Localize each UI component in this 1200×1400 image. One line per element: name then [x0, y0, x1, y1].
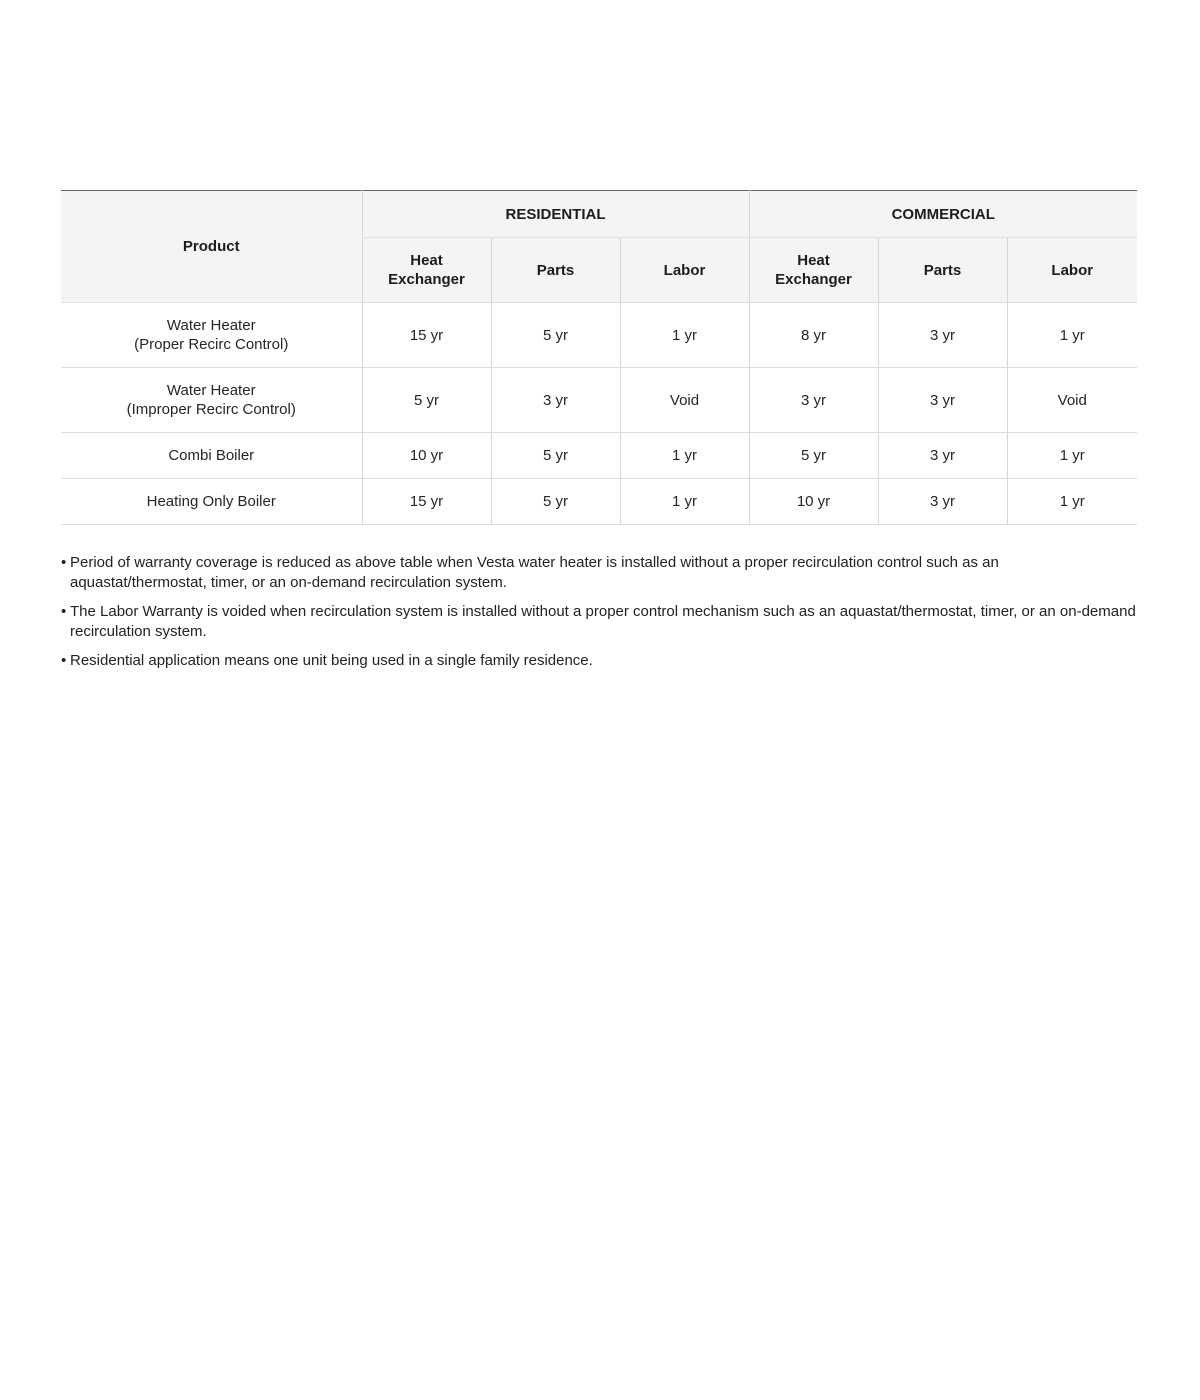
table-row: [61, 368, 1137, 433]
value-cell: 3 yr: [878, 368, 1007, 433]
product-cell: Water Heater (Improper Recirc Control): [61, 368, 362, 433]
warranty-section: [61, 190, 1137, 680]
value-cell: 1 yr: [1007, 479, 1137, 525]
value-cell: Void: [1007, 368, 1137, 433]
bullet-icon: •: [61, 603, 67, 620]
commercial-heat-exchanger-header: Heat Exchanger: [749, 238, 878, 303]
note-text: Period of warranty coverage is reduced as above table when Vesta water heater is installed without a proper recirculation control such as an aquastat/thermostat, timer, or an on-demand recirculation system.: [70, 554, 999, 591]
product-cell: Combi Boiler: [61, 433, 362, 479]
commercial-labor-header: Labor: [1007, 238, 1137, 303]
warranty-notes: [61, 553, 1137, 671]
value-cell: 3 yr: [878, 433, 1007, 479]
value-cell: 5 yr: [749, 433, 878, 479]
bullet-icon: •: [61, 554, 67, 571]
value-cell: 1 yr: [1007, 433, 1137, 479]
residential-labor-header: Labor: [620, 238, 749, 303]
product-column-header: Product: [61, 191, 362, 303]
value-cell: 10 yr: [749, 479, 878, 525]
residential-parts-header: Parts: [491, 238, 620, 303]
value-cell: 10 yr: [362, 433, 491, 479]
table-row: [61, 303, 1137, 368]
product-cell: Water Heater (Proper Recirc Control): [61, 303, 362, 368]
note-item: [61, 651, 1137, 671]
value-cell: 3 yr: [878, 479, 1007, 525]
table-row: [61, 479, 1137, 525]
value-cell: 1 yr: [620, 479, 749, 525]
note-item: [61, 553, 1137, 593]
residential-heat-exchanger-header: Heat Exchanger: [362, 238, 491, 303]
value-cell: 1 yr: [620, 433, 749, 479]
commercial-group-header: COMMERCIAL: [749, 191, 1137, 238]
value-cell: 15 yr: [362, 303, 491, 368]
value-cell: 5 yr: [491, 433, 620, 479]
value-cell: 5 yr: [491, 479, 620, 525]
value-cell: 3 yr: [749, 368, 878, 433]
note-text: The Labor Warranty is voided when recirculation system is installed without a proper control mechanism such as an aquastat/thermostat, timer, or an on-demand recirculation system.: [70, 603, 1136, 640]
value-cell: 1 yr: [620, 303, 749, 368]
value-cell: 15 yr: [362, 479, 491, 525]
warranty-table: [61, 190, 1137, 525]
table-row: [61, 433, 1137, 479]
value-cell: 1 yr: [1007, 303, 1137, 368]
residential-group-header: RESIDENTIAL: [362, 191, 749, 238]
product-cell: Heating Only Boiler: [61, 479, 362, 525]
bullet-icon: •: [61, 652, 67, 669]
value-cell: 5 yr: [491, 303, 620, 368]
note-text: Residential application means one unit being used in a single family residence.: [70, 652, 593, 669]
commercial-parts-header: Parts: [878, 238, 1007, 303]
value-cell: 3 yr: [491, 368, 620, 433]
value-cell: 8 yr: [749, 303, 878, 368]
value-cell: Void: [620, 368, 749, 433]
value-cell: 3 yr: [878, 303, 1007, 368]
value-cell: 5 yr: [362, 368, 491, 433]
note-item: [61, 602, 1137, 642]
